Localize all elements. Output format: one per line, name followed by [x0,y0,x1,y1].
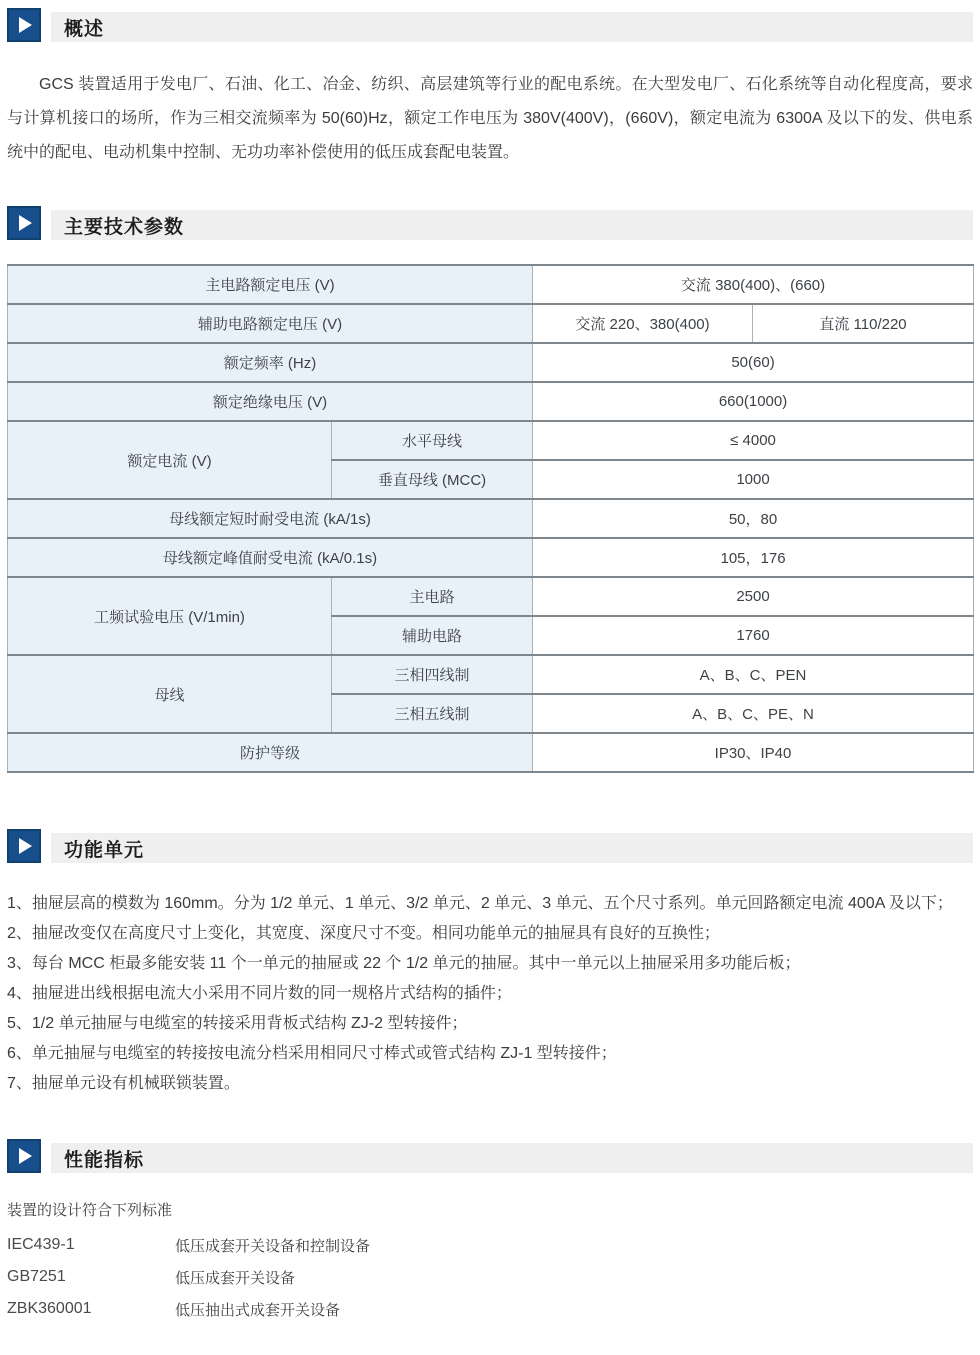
section-title-functional-units: 功能单元 [64,839,145,861]
functional-units-list [7,889,973,1099]
list-item: 4、抽屉进出线根据电流大小采用不同片数的同一规格片式结构的插件； [7,985,512,1002]
standard-code: GB7251 [7,1268,66,1285]
section-title-parameters: 主要技术参数 [64,216,185,238]
section-title-performance: 性能指标 [64,1149,145,1171]
param-label-cell: 母线额定峰值耐受电流 (kA/0.1s) [8,538,533,577]
param-label-cell: 额定频率 (Hz) [8,343,533,382]
section-title-bar [51,1143,973,1173]
param-value-cell: A、B、C、PE、N [533,694,974,733]
standards-list [7,1229,973,1325]
section-title-bar [51,833,973,863]
standard-row [7,1293,973,1325]
param-value-cell: 50(60) [533,343,974,382]
param-value-cell: 1760 [533,616,974,655]
param-value-cell: 直流 110/220 [753,304,974,343]
param-value-cell: IP30、IP40 [533,733,974,772]
list-item: 3、每台 MCC 柜最多能安装 11 个一单元的抽屉或 22 个 1/2 单元的抽屉。其中一单元以上抽屉采用多功能后板； [7,955,801,972]
param-value-cell: 105，176 [533,538,974,577]
standard-code: IEC439-1 [7,1236,75,1253]
list-item: 7、抽屉单元设有机械联锁装置。 [7,1075,240,1092]
param-value-cell: A、B、C、PEN [533,655,974,694]
param-label-cell: 主电路额定电压 (V) [8,265,533,304]
param-sub-label-cell: 水平母线 [332,421,533,460]
standard-name: 低压成套开关设备 [175,1269,296,1287]
standards-intro: 装置的设计符合下列标准 [7,1202,173,1219]
list-item: 2、抽屉改变仅在高度尺寸上变化，其宽度、深度尺寸不变。相同功能单元的抽屉具有良好的互换性； [7,925,720,942]
section-header-parameters [7,206,973,240]
param-sub-label-cell: 垂直母线 (MCC) [332,460,533,499]
table-row [8,421,974,460]
param-sub-label-cell: 主电路 [332,577,533,616]
list-item: 6、单元抽屉与电缆室的转接按电流分档采用相同尺寸棒式或管式结构 ZJ-1 型转接件； [7,1045,617,1062]
param-sub-label-cell: 辅助电路 [332,616,533,655]
param-value-cell: 交流 220、380(400) [533,304,753,343]
list-item: 1、抽屉层高的模数为 160mm。分为 1/2 单元、1 单元、3/2 单元、2 单元、3 单元、五个尺寸系列。单元回路额定电流 400A 及以下； [7,895,953,912]
section-arrow-icon [7,206,41,240]
param-sub-label-cell: 三相四线制 [332,655,533,694]
section-arrow-icon [7,8,41,42]
param-label-cell: 额定绝缘电压 (V) [8,382,533,421]
section-header-overview [7,8,973,42]
technical-parameters-table [7,264,974,773]
param-value-cell: 1000 [533,460,974,499]
table-row [8,538,974,577]
table-row [8,265,974,304]
section-arrow-icon [7,829,41,863]
list-item: 5、1/2 单元抽屉与电缆室的转接采用背板式结构 ZJ-2 型转接件； [7,1015,468,1032]
param-label-cell: 额定电流 (V) [8,421,332,499]
param-label-cell: 辅助电路额定电压 (V) [8,304,533,343]
table-row [8,382,974,421]
table-row [8,343,974,382]
param-label-cell: 母线 [8,655,332,733]
param-value-cell: 660(1000) [533,382,974,421]
param-value-cell: 2500 [533,577,974,616]
play-triangle-icon [19,17,32,33]
param-label-cell: 母线额定短时耐受电流 (kA/1s) [8,499,533,538]
play-triangle-icon [19,1148,32,1164]
standard-name: 低压抽出式成套开关设备 [175,1301,341,1319]
table-row [8,577,974,616]
param-value-cell: ≤ 4000 [533,421,974,460]
param-sub-label-cell: 三相五线制 [332,694,533,733]
play-triangle-icon [19,838,32,854]
param-label-cell: 防护等级 [8,733,533,772]
table-row [8,733,974,772]
table-row [8,304,974,343]
section-title-bar [51,210,973,240]
play-triangle-icon [19,215,32,231]
param-value-cell: 交流 380(400)、(660) [533,265,974,304]
section-header-performance [7,1139,973,1173]
param-label-cell: 工频试验电压 (V/1min) [8,577,332,655]
section-header-functional-units [7,829,973,863]
param-value-cell: 50，80 [533,499,974,538]
standard-row [7,1229,973,1261]
table-row [8,499,974,538]
standard-name: 低压成套开关设备和控制设备 [175,1237,371,1255]
standard-row [7,1261,973,1293]
section-title-overview: 概述 [64,18,105,40]
standard-code: ZBK360001 [7,1300,92,1317]
section-arrow-icon [7,1139,41,1173]
section-title-bar [51,12,973,42]
table-row [8,655,974,694]
overview-paragraph: GCS 装置适用于发电厂、石油、化工、冶金、纺织、高层建筑等行业的配电系统。在大型发电厂、石化系统等自动化程度高，要求与计算机接口的场所，作为三相交流频率为 50(60)Hz，额定工作电压为 380V(400V)，(660V)，额定电流为 6300A 及以下的发、供电系统中的配电、电动机集中控制、无功功率补偿使用的低压成套配电装置。 [7,76,973,161]
